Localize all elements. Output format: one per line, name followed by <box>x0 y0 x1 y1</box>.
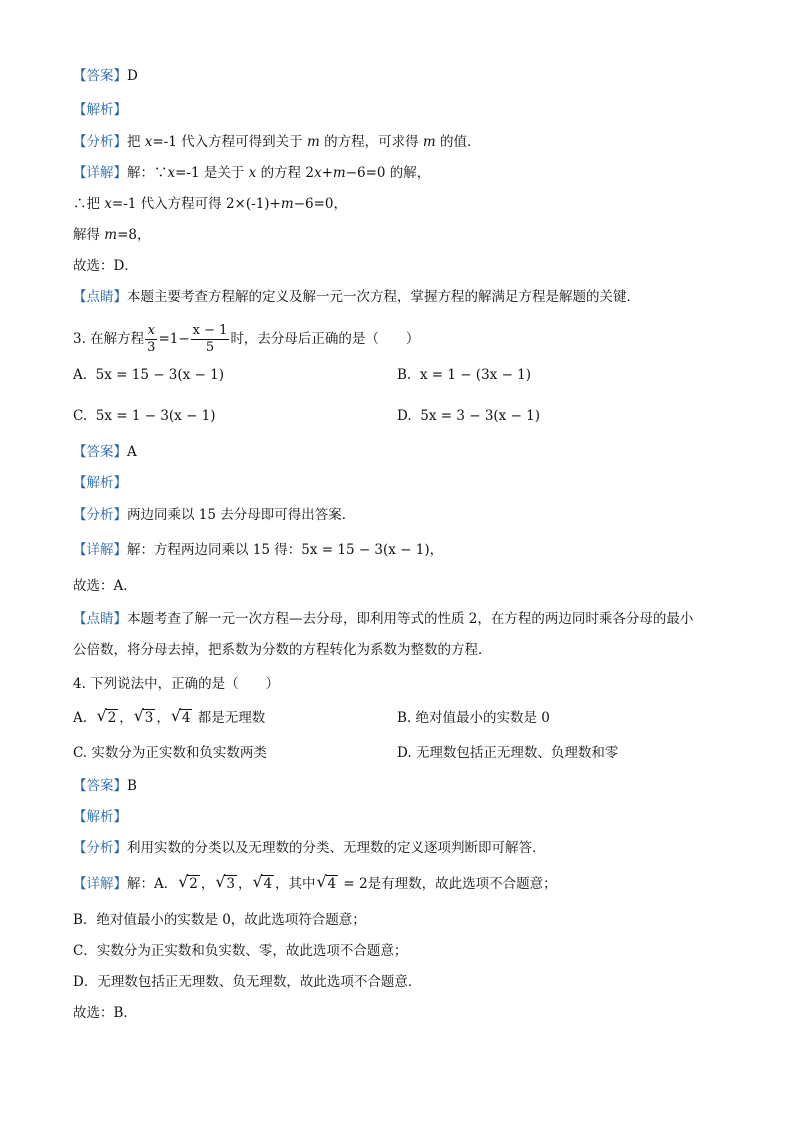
sqrt-4: √ 4 <box>170 706 191 726</box>
sqrt-3: √ 3 <box>133 706 154 726</box>
q4-choose: 故选：B． <box>73 1005 137 1021</box>
q3-option-d: D. 5x = 3 − 3(x − 1) <box>397 408 541 424</box>
q3-option-b: B. x = 1 − (3x − 1) <box>397 367 532 383</box>
detail-tag: 【详解】 <box>73 165 127 181</box>
q3-dianjing-cont: 公倍数，将分母去掉，把系数为分数的方程转化为系数为整数的方程． <box>73 642 492 658</box>
q4-detail: 【详解】解：A． √ 2 ， √ 3 ， √ 4 ，其中 √ 4 = 2是有理数，故此选项不合题意； <box>73 872 557 892</box>
q3-detail: 【详解】解：方程两边同乘以 15 得：5x = 15 − 3(x − 1)， <box>73 542 444 558</box>
fraction-x-minus-1-over-5: $\frac{x - 1}{5}$ <box>192 323 228 355</box>
sqrt-3-detail: √ 3 <box>215 872 235 892</box>
q2-result: 解得 m=8， <box>73 227 151 243</box>
q2-dianjing: 【点睛】本题主要考查方程解的定义及解一元一次方程，掌握方程的解满足方程是解题的关键． <box>73 289 640 305</box>
q2-fenxi: 【分析】把 x=-1 代入方程可得到关于 m 的方程，可求得 m 的值． <box>73 134 481 150</box>
fraction-x-over-3: $\frac{x}{3}$ <box>147 323 156 355</box>
q3-dianjing: 【点睛】本题考查了解一元一次方程—去分母，即利用等式的性质 2，在方程的两边同时乘各分母的最小 <box>73 611 694 627</box>
q4-option-a: A. √ 2 ， √ 3 ， √ 4 都是无理数 <box>73 706 266 726</box>
q4-line-d: D．无理数包括正无理数、负无理数，故此选项不合题意． <box>73 974 422 990</box>
sqrt-2: √ 2 <box>96 706 117 726</box>
sqrt-2-detail: √ 2 <box>178 872 198 892</box>
q2-step: ∴把 x=-1 代入方程可得 2×(-1)+m−6=0， <box>73 196 347 212</box>
q2-analysis-heading <box>73 100 127 120</box>
q4-stem: 4. 下列说法中，正确的是（ ） <box>73 676 280 692</box>
q3-fenxi: 【分析】两边同乘以 15 去分母即可得出答案． <box>73 507 356 523</box>
dianjing-tag: 【点睛】 <box>73 289 127 305</box>
q4-line-c: C．实数分为正实数和负实数、零，故此选项不合题意； <box>73 943 408 959</box>
q3-analysis-heading: 【解析】 <box>73 475 127 491</box>
analysis-tag: 【解析】 <box>73 102 127 118</box>
q3-option-c: C. 5x = 1 − 3(x − 1) <box>73 408 216 424</box>
fenxi-tag: 【分析】 <box>73 134 127 150</box>
answer-tag: 【答案】 <box>73 68 127 84</box>
q3-option-a: A. 5x = 15 − 3(x − 1) <box>73 367 225 383</box>
q4-option-d: D. 无理数包括正无理数、负理数和零 <box>397 745 619 761</box>
q4-fenxi: 【分析】利用实数的分类以及无理数的分类、无理数的定义逐项判断即可解答． <box>73 840 546 856</box>
q2-answer <box>73 66 138 86</box>
q2-choose: 故选：D． <box>73 258 138 274</box>
answer-value: D <box>127 68 138 84</box>
q4-option-b: B. 绝对值最小的实数是 0 <box>397 710 550 726</box>
q2-detail: 【详解】解：∵x=-1 是关于 x 的方程 2x+m−6=0 的解， <box>73 165 431 181</box>
q3-stem: 3. 在解方程 $\frac{x}{3}$ =1− $\frac{x - 1}{5}$ 时，去分母后正确的是（ ） <box>73 323 420 355</box>
q4-line-b: B．绝对值最小的实数是 0，故此选项符合题意； <box>73 912 366 928</box>
sqrt-4-equals: √ 4 <box>316 872 337 892</box>
sqrt-4-detail: √ 4 <box>252 872 273 892</box>
q3-answer: 【答案】A <box>73 444 137 460</box>
q4-answer: 【答案】B <box>73 778 137 794</box>
q3-choose: 故选：A． <box>73 578 137 594</box>
q4-analysis-heading: 【解析】 <box>73 809 127 825</box>
q4-option-c: C. 实数分为正实数和负实数两类 <box>73 745 267 761</box>
